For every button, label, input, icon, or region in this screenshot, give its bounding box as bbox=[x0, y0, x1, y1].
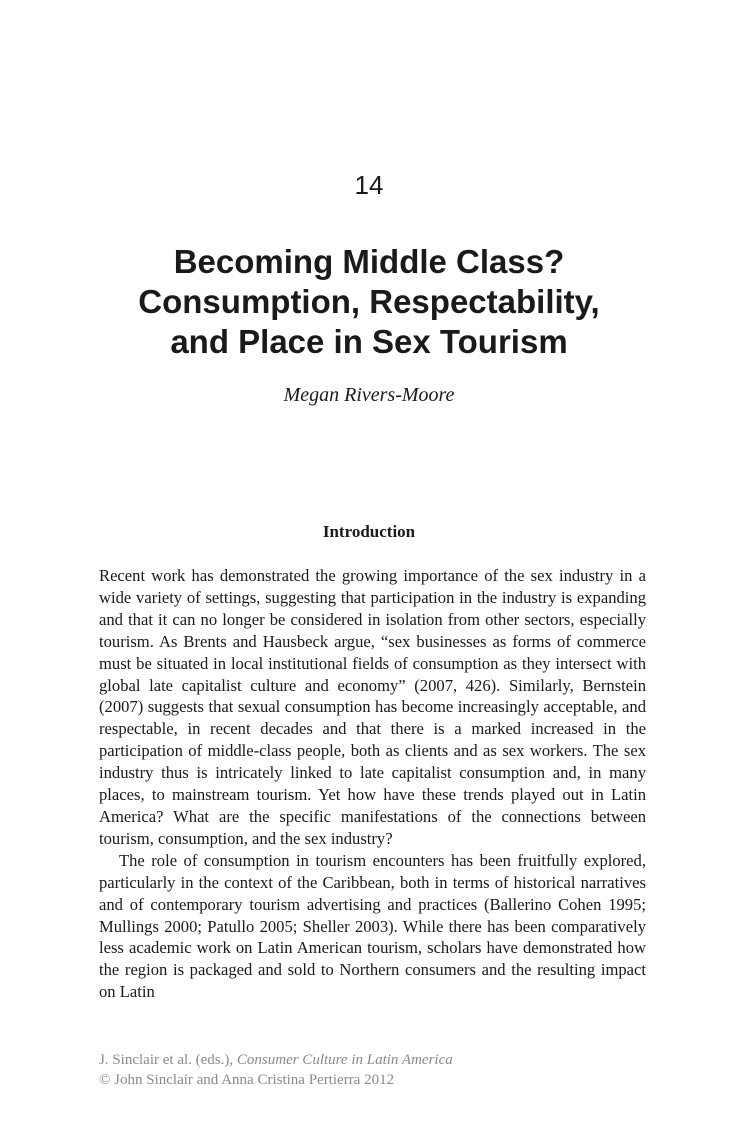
paragraph: Recent work has demonstrated the growing importance of the sex industry in a wide variety of settings, suggesting that participation in the industry is expanding and that it can no longer be considered in isolation from other sectors, especially tourism. As Brents and Hausbeck argue, “sex businesses as forms of commerce must be situated in local institutional fields of consumption as they intersect with global late capitalist culture and economy” (2007, 426). Similarly, Bernstein (2007) suggests that sexual consumption has become increasingly acceptable, and respectable, in recent decades and that there is a marked increased in the participation of middle-class people, both as clients and as sex workers. The sex industry thus is intricately linked to late capitalist consumption and, in many places, to mainstream tourism. Yet how have these trends played out in Latin America? What are the specific manifestations of the connections between tourism, consumption, and the sex industry? bbox=[99, 566, 646, 848]
chapter-number: 14 bbox=[354, 170, 384, 200]
citation-prefix: J. Sinclair et al. (eds.), bbox=[99, 1052, 237, 1068]
chapter-title-line-2: Consumption, Respectability, bbox=[138, 283, 600, 320]
body-text bbox=[99, 565, 646, 1003]
page-footer bbox=[99, 1050, 646, 1090]
chapter-title-line-3: and Place in Sex Tourism bbox=[170, 323, 568, 360]
citation-line bbox=[99, 1050, 646, 1070]
chapter-title-line-1: Becoming Middle Class? bbox=[173, 243, 565, 280]
chapter-title bbox=[60, 242, 678, 362]
chapter-author: Megan Rivers-Moore bbox=[283, 384, 455, 406]
section-heading: Introduction bbox=[322, 522, 416, 541]
paragraph: The role of consumption in tourism encounters has been fruitfully explored, particularly in the context of the Caribbean, both in terms of historical narratives and of contemporary tourism advertising and practices (Ballerino Cohen 1995; Mullings 2000; Patullo 2005; Sheller 2003). While there has been comparatively less academic work on Latin American tourism, scholars have demonstrated how the region is packaged and sold to Northern consumers and the resulting impact on Latin bbox=[99, 850, 646, 1002]
copyright-line: © John Sinclair and Anna Cristina Pertierra 2012 bbox=[99, 1072, 395, 1088]
book-title: Consumer Culture in Latin America bbox=[236, 1052, 453, 1068]
